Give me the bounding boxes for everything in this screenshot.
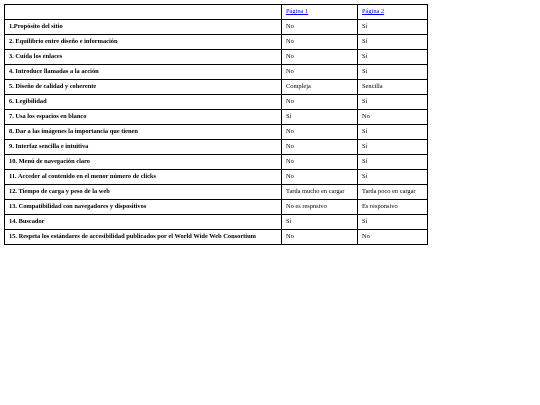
table-row <box>5 185 428 200</box>
page1-value-cell: Sí <box>282 110 358 125</box>
table-row <box>5 110 428 125</box>
table-row <box>5 65 428 80</box>
table-row <box>5 20 428 35</box>
page1-link[interactable]: Página 1 <box>286 8 309 15</box>
criterion-cell: 12. Tiempo de carga y peso de la web <box>5 185 282 200</box>
page2-value-cell: Sí <box>358 170 428 185</box>
header-page1-cell <box>282 5 358 20</box>
page2-value-cell: Sí <box>358 65 428 80</box>
criterion-cell: 2. Equilibrio entre diseño e información <box>5 35 282 50</box>
page1-value-cell: No es respnsivo <box>282 200 358 215</box>
page1-value-cell: No <box>282 155 358 170</box>
table-row <box>5 50 428 65</box>
criterion-cell: 6. Legibilidad <box>5 95 282 110</box>
criterion-cell: 3. Cuida los enlaces <box>5 50 282 65</box>
table-row <box>5 200 428 215</box>
page2-value-cell: Sencilla <box>358 80 428 95</box>
criterion-cell: 5. Diseño de calidad y coherente <box>5 80 282 95</box>
page1-value-cell: Compleja <box>282 80 358 95</box>
page1-value-cell: No <box>282 50 358 65</box>
table-row <box>5 125 428 140</box>
table-header-row <box>5 5 428 20</box>
table-row <box>5 35 428 50</box>
table-row <box>5 170 428 185</box>
page2-link[interactable]: Página 2 <box>362 8 385 15</box>
table-row <box>5 155 428 170</box>
table-row <box>5 230 428 245</box>
page1-value-cell: No <box>282 170 358 185</box>
table-row <box>5 140 428 155</box>
page2-value-cell: Es responsivo <box>358 200 428 215</box>
page2-value-cell: No <box>358 230 428 245</box>
criterion-cell: 9. Interfaz sencilla e intuitiva <box>5 140 282 155</box>
page1-value-cell: Tarda mucho en cargar <box>282 185 358 200</box>
table-row <box>5 215 428 230</box>
comparison-sheet <box>4 4 428 245</box>
criterion-cell: 11. Acceder al contenido en el menor número de clicks <box>5 170 282 185</box>
table-row <box>5 80 428 95</box>
table-row <box>5 95 428 110</box>
criterion-cell: 4. Introduce llamadas a la acción <box>5 65 282 80</box>
criterion-cell: 15. Respeta los estándares de accesibilidad publicados por el World Wide Web Consortium <box>5 230 282 245</box>
page1-value-cell: No <box>282 125 358 140</box>
page2-value-cell: Sí <box>358 50 428 65</box>
page1-value-cell: No <box>282 20 358 35</box>
page2-value-cell: No <box>358 110 428 125</box>
criterion-cell: 10. Menú de navegación claro <box>5 155 282 170</box>
page2-value-cell: Tarda poco en cargar <box>358 185 428 200</box>
page1-value-cell: No <box>282 95 358 110</box>
header-blank-cell <box>5 5 282 20</box>
criterion-cell: 1.Propósito del sitio <box>5 20 282 35</box>
page1-value-cell: No <box>282 65 358 80</box>
criterion-cell: 7. Usa los espacios en blanco <box>5 110 282 125</box>
page1-value-cell: No <box>282 230 358 245</box>
page2-value-cell: Sí <box>358 125 428 140</box>
criterion-cell: 14. Buscador <box>5 215 282 230</box>
page2-value-cell: Sí <box>358 95 428 110</box>
criterion-cell: 13. Compatibilidad con navegadores y dispositivos <box>5 200 282 215</box>
page1-value-cell: Sí <box>282 215 358 230</box>
page1-value-cell: No <box>282 140 358 155</box>
comparison-table <box>4 4 428 245</box>
header-page2-cell <box>358 5 428 20</box>
page2-value-cell: Sí <box>358 35 428 50</box>
page2-value-cell: Sí <box>358 155 428 170</box>
page2-value-cell: Sí <box>358 215 428 230</box>
page2-value-cell: Sí <box>358 20 428 35</box>
page2-value-cell: Sí <box>358 140 428 155</box>
page1-value-cell: No <box>282 35 358 50</box>
criterion-cell: 8. Dar a las imágenes la importancia que tienen <box>5 125 282 140</box>
